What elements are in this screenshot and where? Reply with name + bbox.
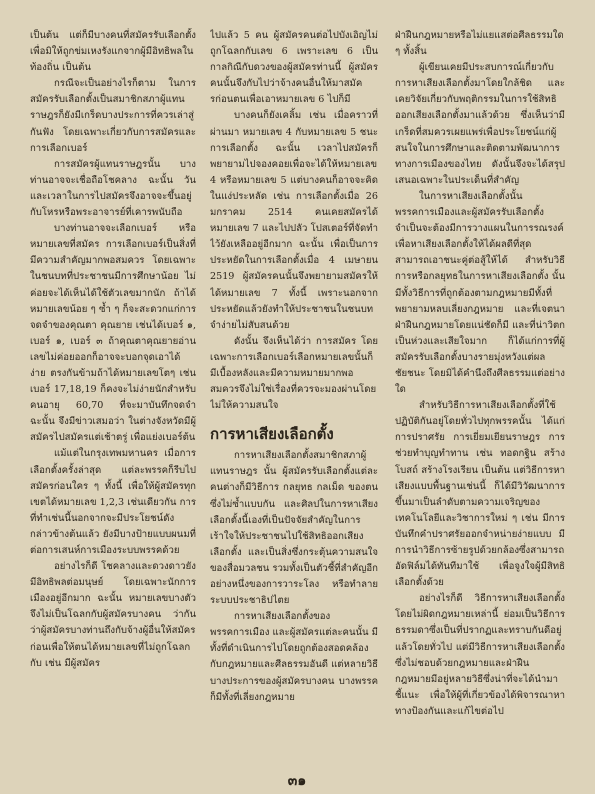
paragraph: อย่างไรก็ดี โชคลางและดวงดาวยังมีอิทธิพลต่อมนุษย์ โดยเฉพาะนักการเมืองอยู่อีกมาก ฉะนั้น หมายเลขบางตัวจึงไม่เป็นโฉลกกับผู้สมัครบางคน ว่ากันว่าผู้สมัครบางท่านถึงกับจ้างผู้อื่นให้สมัครก่อนเพื่อให้ตนได้หมายเลขที่ไม่ถูกโฉลกกับ เช่น มีผู้สมัคร (30, 561, 196, 669)
paragraph: กรณีจะเป็นอย่างไรก็ตาม ในการสมัครรับเลือกตั้งเป็นสมาชิกสภาผู้แทนราษฎรก็ยังมีเกร็ดบางประการที่ควรเล่าสู่กันฟัง โดยเฉพาะเกี่ยวกับการสมัครและการเลือกเบอร์ (30, 78, 196, 154)
paragraph: การหาเสียงเลือกตั้งของพรรคการเมือง และผู้สมัครแต่ละคนนั้น มีทั้งที่ดำเนินการไปโดยถูกต้องสอดคล้องกับกฎหมายและศีลธรรมอันดี แต่หลายวิธีบางประการของผู้สมัครบางคน บางพรรคก็มีทั้งที่เลี่ยงกฎหมาย (210, 611, 378, 703)
paragraph: การสมัครผู้แทนราษฎรนั้น บางท่านอาจจะเชื่อถือโชคลาง ฉะนั้น วันและเวลาในการไปสมัครจึงอาจจะขึ้นอยู่กับโหรหรือพระอาจารย์ที่เคารพนับถือ (30, 158, 196, 219)
text-column-3 (395, 28, 565, 766)
paragraph: อย่างไรก็ดี วิธีการหาเสียงเลือกตั้งโดยไม่ผิดกฎหมายเหล่านี้ ย่อมเป็นวิธีการธรรมดาซึ่งเป็นที่ปรากฏและทราบกันดีอยู่แล้วโดยทั่วไป แต่มีวิธีการหาเสียงเลือกตั้งซึ่งไม่ชอบด้วยกฎหมายและฝ่าฝืนกฎหมายมีอยู่หลายวิธีซึ่งน่าที่จะได้นำมาชี้แนะ เพื่อให้ผู้ที่เกี่ยวข้องได้พิจารณาหาทางป้องกันและแก้ไขต่อไป (395, 593, 565, 717)
paragraph: การหาเสียงเลือกตั้งสมาชิกสภาผู้แทนราษฎร นั้น ผู้สมัครรับเลือกตั้งแต่ละคนต่างก็มีวิธีการ กลยุทธ กลเม็ด ของตน ซึ่งไม่ซ้ำแบบกัน และศิลปในการหาเสียงเลือกตั้งนี้เองที่เป็นปัจจัยสำคัญในการเร้าใจให้ประชาชนไปใช้สิทธิออกเสียงเลือกตั้ง และเป็นสิ่งซึ่งกระตุ้นความสนใจของสื่อมวลชน รวมทั้งเป็นตัวชี้ที่สำคัญอีกอย่างหนึ่งของการวาระโลง หรือทำลายระบบประชาธิปไตย (210, 450, 378, 607)
paragraph: บางท่านอาจจะเลือกเบอร์ หรือหมายเลขที่สมัคร การเลือกเบอร์เป็นสิ่งที่มีความสำคัญมากพอสมควร โดยเฉพาะในชนบทที่ประชาชนมีการศึกษาน้อย ไม่ค่อยจะได้เห็นได้ใช้ตัวเลขมากนัก ถ้าได้หมายเลขน้อย ๆ ซ้ำ ๆ ก็จะสะดวกแก่การจดจำของคุณตา คุณยาย เช่นได้เบอร์ ๑, เบอร์ ๑, เบอร์ ๓ ถ้าคุณตาคุณยายอ่านเลขไม่ค่อยออกก็อาจจะบอกจุดเอาได้ง่าย ตรงกันข้ามถ้าได้หมายเลขโตๆ เช่น เบอร์ 17,18,19 ก็คงจะไม่ง่ายนักสำหรับคนอายุ 60,70 ที่จะมาบันทึกจดจำ ฉะนั้น จึงมีข่าวเสมอว่า ในต่างจังหวัดมีผู้สมัครไปสมัครแต่เช้าตรู่ เพื่อแย่งเบอร์ต้น (30, 223, 196, 444)
text-column-1 (30, 28, 196, 766)
paragraph: ไปแล้ว 5 คน ผู้สมัครคนต่อไปบังเอิญไม่ถูกโฉลกกับเลข 6 เพราะเลข 6 เป็นกาลกิณีกับดวงของผู้สมัครท่านนี้ ผู้สมัครคนนั้นจึงกับไปว่าจ้างคนอื่นให้มาสมัครก่อนตนเพื่อเอาหมายเลข 6 ไปก็มี (210, 30, 378, 106)
text-column-2 (210, 28, 378, 766)
paragraph: เป็นต้น แต่ก็มีบางคนที่สมัครรับเลือกตั้งเพื่อมิให้ถูกข่มเหงรังแกจากผู้มีอิทธิพลในท้องถิ่น เป็นต้น (30, 30, 196, 74)
section-heading: การหาเสียงเลือกตั้ง (210, 425, 334, 444)
paragraph: สำหรับวิธีการหาเสียงเลือกตั้งที่ใช้ปฏิบัติกันอยู่โดยทั่วไปทุกพรรคนั้น ได้แก่การปราศรัย การเยี่ยมเยียนราษฎร การช่วยทำบุญทำทาน เช่น ทอดกฐิน สร้างโบสถ์ สร้างโรงเรียน เป็นต้น แต่วิธีการหาเสียงแบบพื้นฐานเช่นนี้ ก็ได้มีวิวัฒนาการขึ้นมาเป็นลำดับตามความเจริญของเทคโนโลยีและวิชาการใหม่ ๆ เช่น มีการบันทึกคำปราศรัยออกจำหน่ายง่ายแบบ มีการนำวิธีการซ้ายรูปด้วยกล้องซึ่งสามารถอัดฟิล์มได้ทันทีมาใช้ เพื่อจูงใจผู้มีสิทธิเลือกตั้งด้วย (395, 400, 565, 589)
page-number: ๓๑ (287, 773, 307, 789)
paragraph: บางคนก็ยังเคลิ้ม เช่น เมื่อคราวที่ผ่านมา หมายเลข 4 กับหมายเลข 5 ชนะการเลือกตั้ง ฉะนั้น เวลาไปสมัครก็พยายามไปจองคอยเพื่อจะได้ให้หมายเลข 4 หรือหมายเลข 5 แต่บางคนก็อาจจะคิดในแง่ประหลัด เช่น การเลือกตั้งเมื่อ 26 มกราคม 2514 คนเคยสมัครได้หมายเลข 7 และไปปลัว โปสเตอร์ที่จัดทำไว้ยังเหลืออยู่อีกมาก ฉะนั้น เพื่อเป็นการประหยัดในการเลือกตั้งเมื่อ 4 เมษายน 2519 ผู้สมัครคนนั้นจึงพยายามสมัครให้ได้หมายเลข 7 ทั้งนี้ เพราะนอกจากประหยัดแล้วยังทำให้ประชาชนในชนบทจำง่ายไม่สับสนด้วย (210, 110, 378, 331)
paragraph: ผู้เขียนเคยมีประสบการณ์เกี่ยวกับการหาเสียงเลือกตั้งมาโดยใกล้ชิด และเคยวิจัยเกี่ยวกับพฤติกรรมในการใช้สิทธิออกเสียงเลือกตั้งมาแล้วด้วย ซึ่งเห็นว่ามีเกร็ดที่สมควรเผยแพร่เพื่อประโยชน์แก่ผู้สนใจในการศึกษาและติดตามพัฒนาการทางการเมืองของไทย ดังนั้นจึงจะได้สรุปเสนอเฉพาะในประเด็นที่สำคัญ (395, 62, 565, 186)
paragraph: ฝ่าฝืนกฎหมายหรือไม่แยแสต่อศีลธรรมใด ๆ ทั้งสิ้น (395, 30, 564, 58)
paragraph: ดังนั้น จึงเห็นได้ว่า การสมัคร โดยเฉพาะการเลือกเบอร์เลือกหมายเลขนั้นก็มีเบื้องหลังและมีความหมายมากพอสมควรจึงไม่ใช่เรื่องที่ควรจะมองผ่านโดยไม่ให้ความสนใจ (210, 335, 378, 412)
paragraph: แม้แต่ในกรุงเทพมหานคร เมื่อการเลือกตั้งครั้งล่าสุด แต่ละพรรคก็รีบไปสมัครก่อนใคร ๆ ทั้งนี้ เพื่อให้ผู้สมัครทุกเขตได้หมายเลข 1,2,3 เช่นเดียวกัน การที่ทำเช่นนี้นอกจากจะมีประโยชน์ดังกล่าวข้างต้นแล้ว ยังมีบางป้ายแบบผนมที่ต่อการเสนห์การเมืองระบบพรรคด้วย (30, 448, 196, 556)
paragraph: ในการหาเสียงเลือกตั้งนั้น พรรคการเมืองและผู้สมัครรับเลือกตั้งจำเป็นจะต้องมีการวางแผนในการรณรงค์เพื่อหาเสียงเลือกตั้งให้ได้ผลดีที่สุด สามารถเอาชนะคู่ต่อสู้ให้ได้ สำหรับวิธีการหรือกลยุทธในการหาเสียงเลือกตั้ง นั้น มีทั้งวิธีการที่ถูกต้องตามกฎหมายมีทั้งที่พยายามหลบเลี่ยงกฎหมาย และที่เจตนาฝ่าฝืนกฎหมายโดยแน่ชัดก็มี และที่น่าวิตกเป็นห่วงและเสียใจมาก ก็ได้แก่การที่ผู้สมัครรับเลือกตั้งบางรายมุ่งหวังแต่ผลชัยชนะ โดยมิได้คำนึงถึงศีลธรรมแต่อย่างใด (395, 190, 565, 396)
